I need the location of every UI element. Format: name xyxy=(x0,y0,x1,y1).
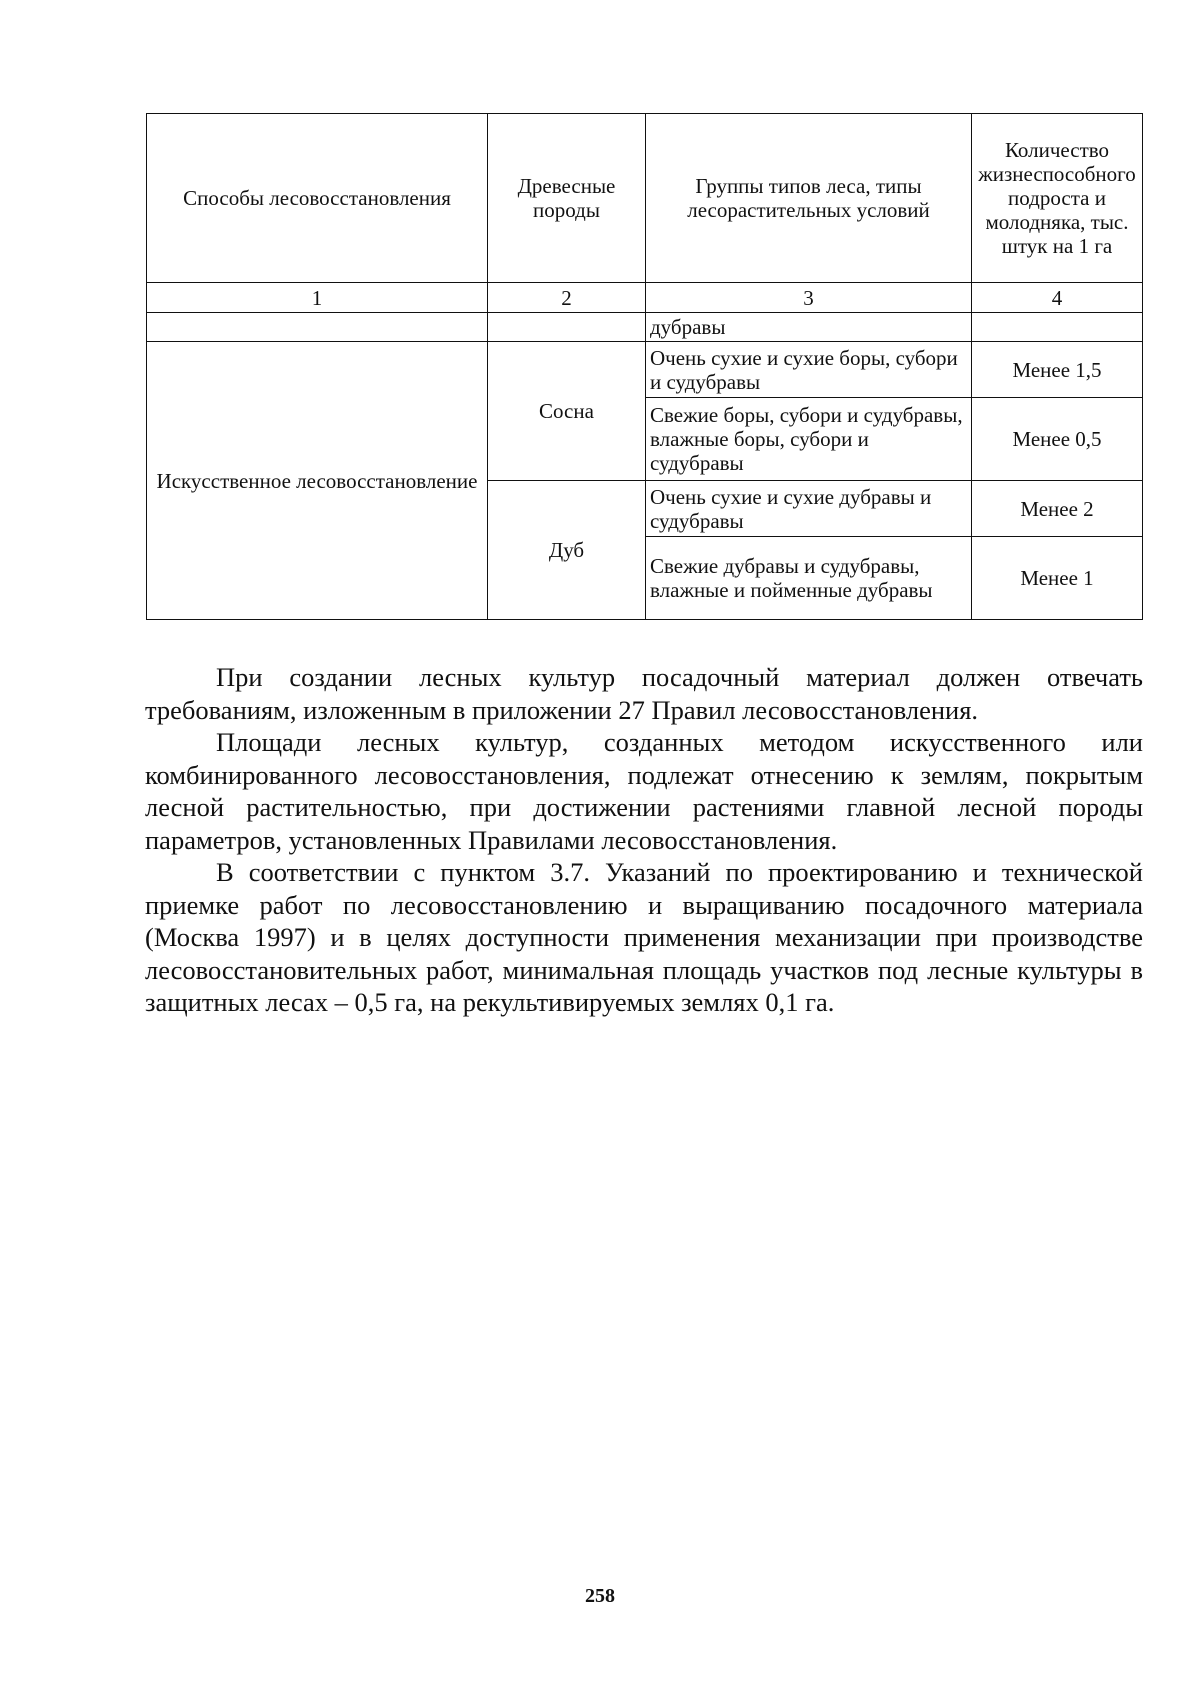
conditions-text: Очень сухие и сухие дубравы и судубравы xyxy=(650,484,932,533)
column-number: 3 xyxy=(646,283,972,313)
conditions-cell xyxy=(646,342,972,398)
column-number: 1 xyxy=(147,283,488,313)
paragraph: В соответствии с пунктом 3.7. Указаний по проектированию и технической приемке работ по лесовосстановлению и выращиванию посадочного материала (Москва 1997) и в целях доступности применения механизации при производстве лесовосстановительных работ, минимальная площадь участков под лесные культуры в защитных лесах – 0,5 га, на рекультивируемых землях 0,1 га. xyxy=(145,857,1143,1017)
header-cell-amount: Количество жизнеспособного подроста и молодняка, тыс. штук на 1 га xyxy=(972,114,1143,283)
continuation-cell: дубравы xyxy=(646,313,972,342)
method-cell: Искусственное лесовосстановление xyxy=(147,342,488,620)
page-number: 258 xyxy=(585,1585,615,1607)
conditions-cell xyxy=(646,398,972,481)
header-cell-forest-types: Группы типов леса, типы лесорастительных условий xyxy=(646,114,972,283)
paragraph: Площади лесных культур, созданных методом искусственного или комбинированного лесовосстановления, подлежат отнесению к землям, покрытым лесной растительностью, при достижении растениями главной лесной породы параметров, установленных Правилами лесовосстановления. xyxy=(145,727,1143,855)
body-text xyxy=(145,661,1143,1019)
conditions-text: Свежие боры, субори и судубравы, влажные боры, субори и судубравы xyxy=(650,403,963,475)
column-number-row xyxy=(147,283,1143,313)
species-cell-oak: Дуб xyxy=(488,481,646,620)
amount-cell: Менее 2 xyxy=(972,481,1143,537)
species-cell-pine: Сосна xyxy=(488,342,646,481)
conditions-cell xyxy=(646,537,972,620)
reforestation-table xyxy=(146,113,1143,620)
column-number: 2 xyxy=(488,283,646,313)
conditions-cell xyxy=(646,481,972,537)
empty-cell xyxy=(488,313,646,342)
empty-cell xyxy=(147,313,488,342)
header-cell-species: Древесные породы xyxy=(488,114,646,283)
empty-cell xyxy=(972,313,1143,342)
table-header-row xyxy=(147,114,1143,283)
table-row xyxy=(147,342,1143,398)
paragraph: При создании лесных культур посадочный материал должен отвечать требованиям, изложенным в приложении 27 Правил лесовосстановления. xyxy=(145,662,1143,725)
amount-cell: Менее 1 xyxy=(972,537,1143,620)
amount-cell: Менее 0,5 xyxy=(972,398,1143,481)
continuation-row xyxy=(147,313,1143,342)
header-cell-methods: Способы лесовосстановления xyxy=(147,114,488,283)
amount-cell: Менее 1,5 xyxy=(972,342,1143,398)
column-number: 4 xyxy=(972,283,1143,313)
conditions-text: Очень сухие и сухие боры, субори и судубравы xyxy=(650,345,958,394)
conditions-text: Свежие дубравы и судубравы, влажные и пойменные дубравы xyxy=(650,554,933,602)
